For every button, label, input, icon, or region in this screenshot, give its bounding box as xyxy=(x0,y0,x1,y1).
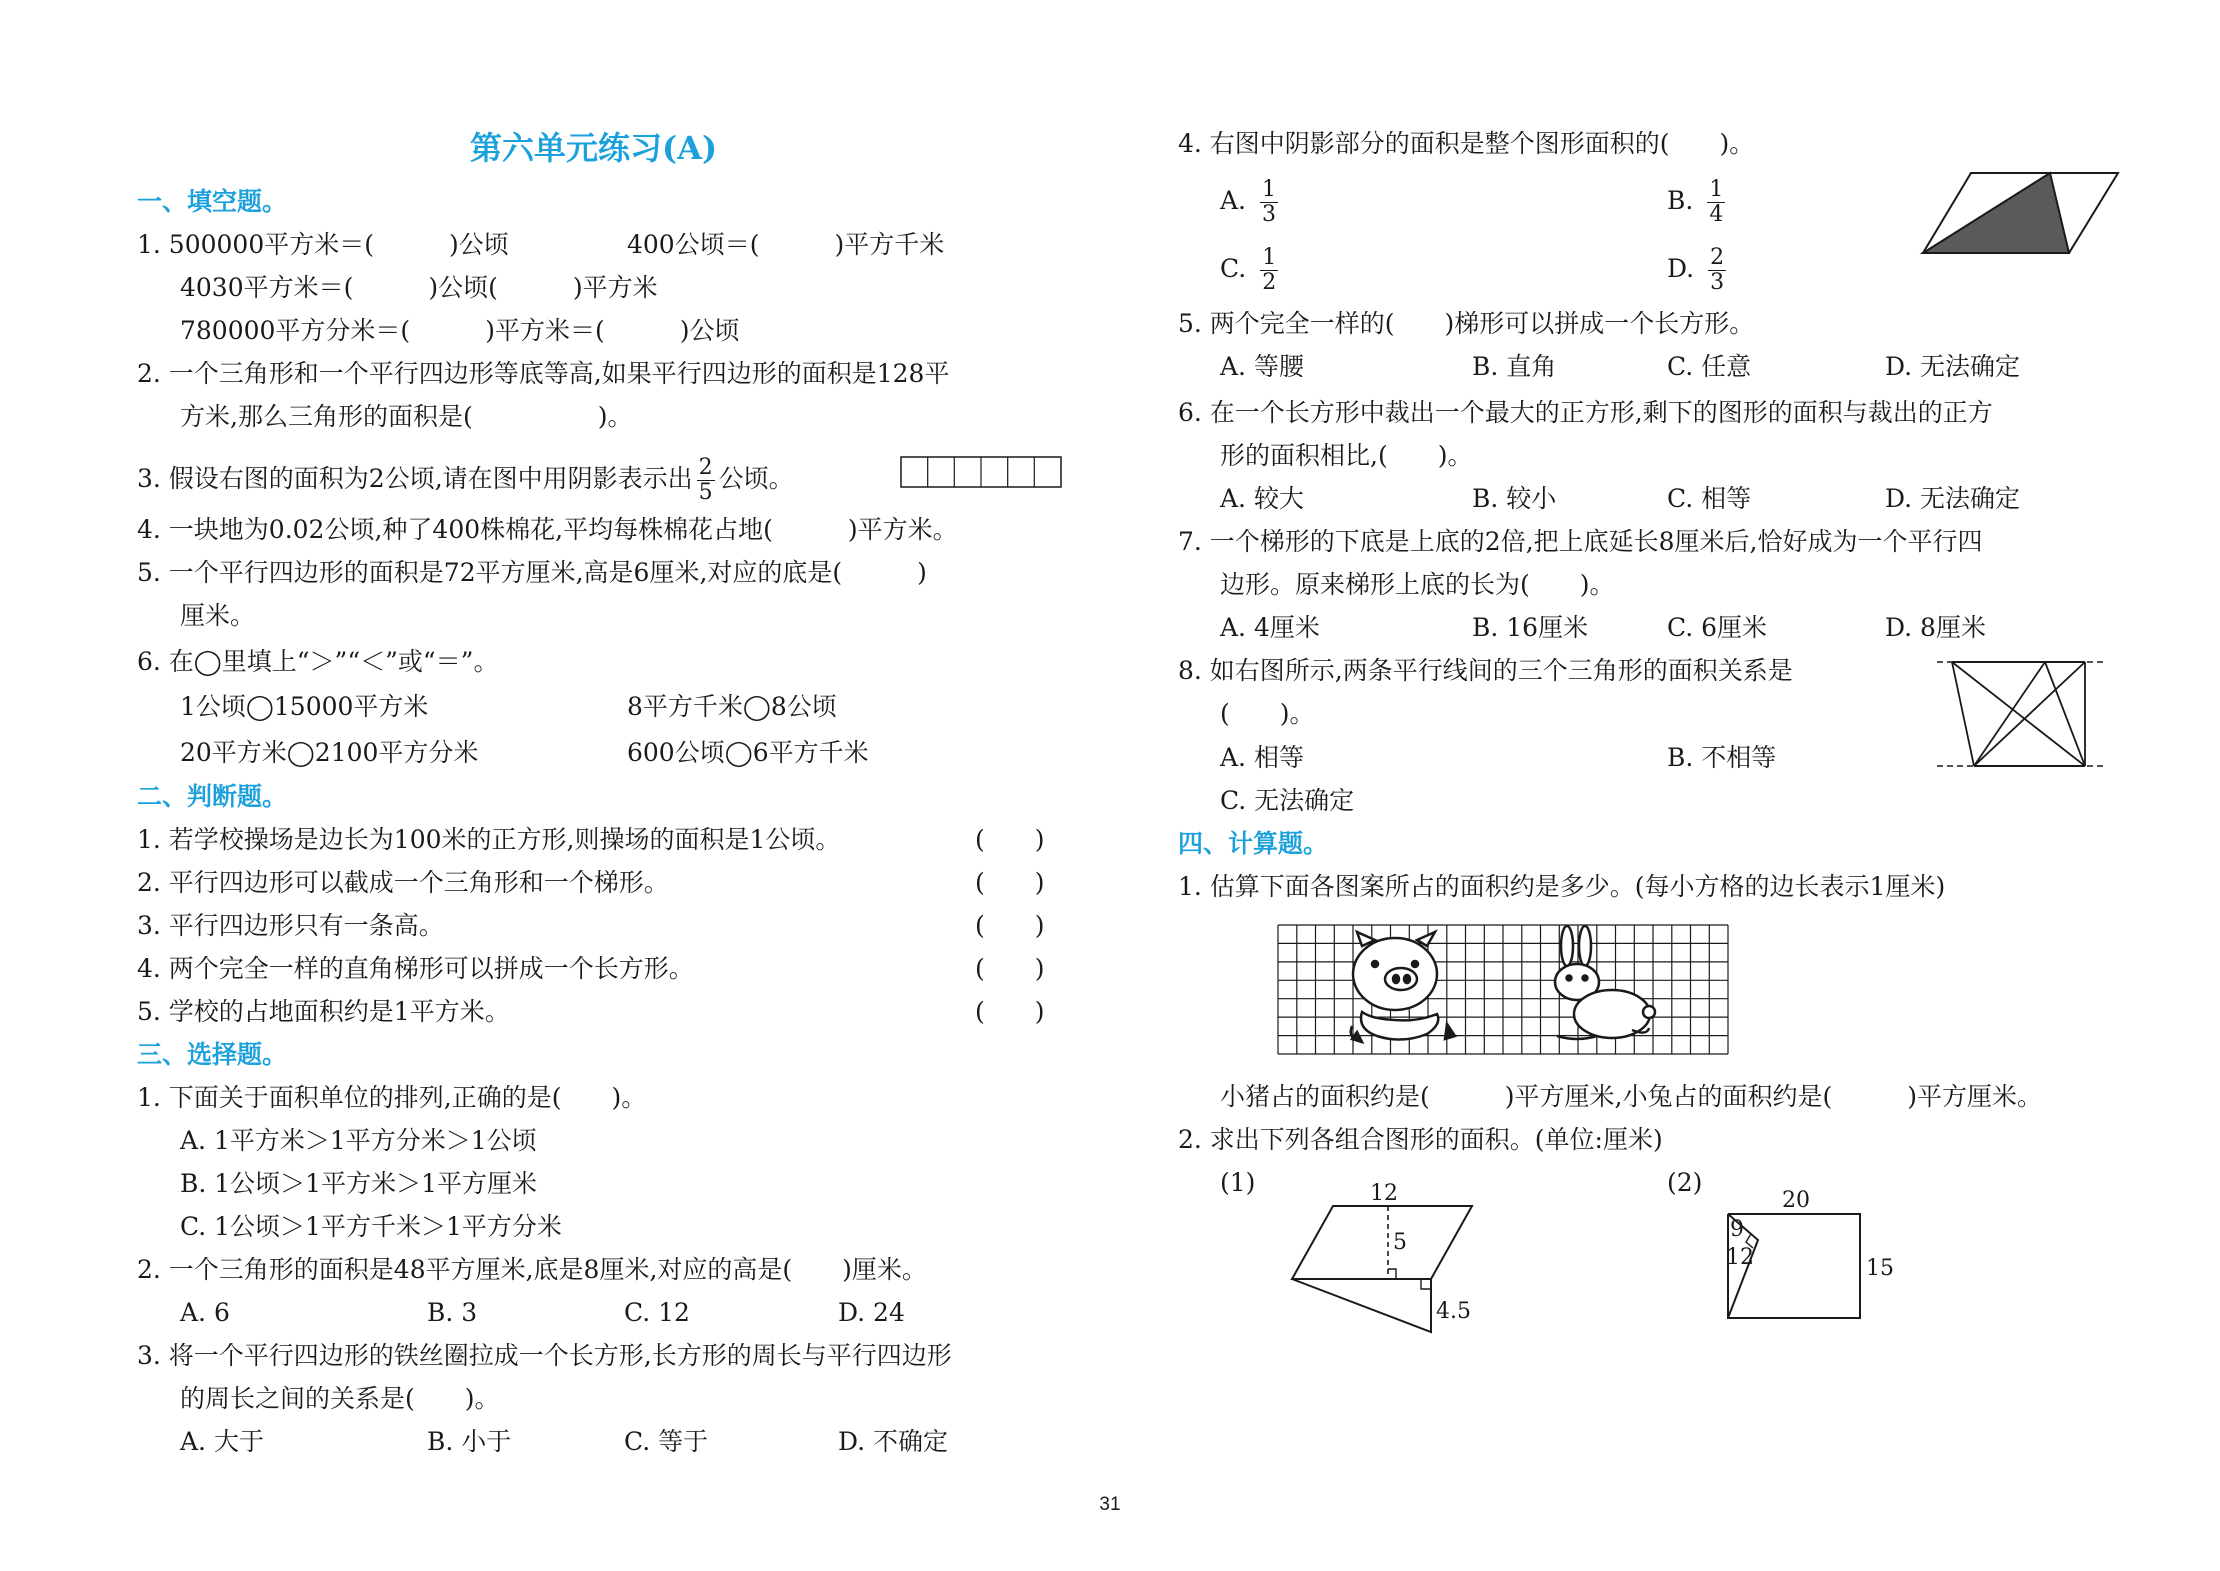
option: A. 大于 xyxy=(180,1427,264,1456)
question-text: 小猪占的面积约是( )平方厘米,小兔占的面积约是( )平方厘米。 xyxy=(1220,1082,2042,1111)
fraction-denominator: 3 xyxy=(1262,202,1277,227)
fig2-dim-9: 9 xyxy=(1730,1217,1744,1242)
question-text: 2. 求出下列各组合图形的面积。(单位:厘米) xyxy=(1178,1125,1663,1154)
question-text: ( )。 xyxy=(1220,699,1315,728)
option-label: A. xyxy=(1220,186,1247,215)
option: A. 4厘米 xyxy=(1220,613,1320,642)
option: D. 无法确定 xyxy=(1885,484,2021,513)
fig1-dim-top: 12 xyxy=(1370,1181,1398,1206)
question-text: 1公顷◯15000平方米 xyxy=(180,692,429,721)
question-text: 的周长之间的关系是( )。 xyxy=(180,1384,500,1413)
option-label: D. xyxy=(1667,254,1695,283)
fig2-dim-top: 20 xyxy=(1782,1188,1810,1213)
question-text: 形的面积相比,( )。 xyxy=(1220,441,1473,470)
answer-paren: ( ) xyxy=(975,997,1045,1026)
fig1-dim-right: 4.5 xyxy=(1436,1299,1471,1324)
question-text: 4. 右图中阴影部分的面积是整个图形面积的( )。 xyxy=(1178,129,1755,158)
question-text: 6. 在◯里填上“＞”“＜”或“＝”。 xyxy=(137,647,499,676)
option: A. 等腰 xyxy=(1220,352,1304,381)
fraction-numerator: 1 xyxy=(1262,177,1277,202)
fraction-numerator: 1 xyxy=(1709,177,1724,202)
option: D. 8厘米 xyxy=(1885,613,1986,642)
combined-figure-1 xyxy=(1270,1170,1510,1345)
fraction-denominator: 2 xyxy=(1262,270,1277,295)
fraction-denominator: 4 xyxy=(1709,202,1724,227)
parallelogram-shaded-figure xyxy=(1922,172,2122,254)
answer-paren: ( ) xyxy=(975,911,1045,940)
fraction-numerator: 2 xyxy=(1710,245,1725,270)
answer-paren: ( ) xyxy=(975,954,1045,983)
figure-label: (2) xyxy=(1667,1168,1703,1197)
question-text: 4. 一块地为0.02公顷,种了400株棉花,平均每株棉花占地( )平方米。 xyxy=(137,515,958,544)
fraction-numerator: 1 xyxy=(1262,245,1277,270)
option-label: C. xyxy=(1220,254,1247,283)
fraction xyxy=(1260,178,1278,227)
fraction xyxy=(1707,178,1725,227)
option: C. 无法确定 xyxy=(1220,786,1355,815)
option: B. 小于 xyxy=(427,1427,512,1456)
question-text: 厘米。 xyxy=(180,601,256,630)
judge-item: 4. 两个完全一样的直角梯形可以拼成一个长方形。 xyxy=(137,954,694,983)
judge-item: 1. 若学校操场是边长为100米的正方形,则操场的面积是1公顷。 xyxy=(137,825,841,854)
judge-item: 2. 平行四边形可以截成一个三角形和一个梯形。 xyxy=(137,868,669,897)
option: B. 较小 xyxy=(1472,484,1557,513)
option: A. 1平方米＞1平方分米＞1公顷 xyxy=(180,1126,537,1155)
option: B. 1公顷＞1平方米＞1平方厘米 xyxy=(180,1169,537,1198)
option: B. 不相等 xyxy=(1667,743,1777,772)
question-text: 3. 将一个平行四边形的铁丝圈拉成一个长方形,长方形的周长与平行四边形 xyxy=(137,1341,952,1370)
parallel-lines-triangles-figure xyxy=(1936,660,2106,768)
section-heading: 四、计算题。 xyxy=(1178,829,1329,858)
question-text: 5. 两个完全一样的( )梯形可以拼成一个长方形。 xyxy=(1178,309,1755,338)
option-label: B. xyxy=(1667,186,1694,215)
question-text: 6. 在一个长方形中裁出一个最大的正方形,剩下的图形的面积与裁出的正方 xyxy=(1178,398,1993,427)
option: B. 16厘米 xyxy=(1472,613,1589,642)
question-text: 2. 一个三角形的面积是48平方厘米,底是8厘米,对应的高是( )厘米。 xyxy=(137,1255,927,1284)
judge-item: 5. 学校的占地面积约是1平方米。 xyxy=(137,997,510,1026)
option xyxy=(1667,178,1729,227)
option: C. 12 xyxy=(624,1298,690,1327)
pig-rabbit-grid-figure xyxy=(1277,924,1729,1054)
option: C. 1公顷＞1平方千米＞1平方分米 xyxy=(180,1212,562,1241)
fraction-denominator: 5 xyxy=(698,480,713,505)
fig1-dim-height: 5 xyxy=(1393,1230,1407,1255)
question-text: 1. 估算下面各图案所占的面积约是多少。(每小方格的边长表示1厘米) xyxy=(1178,872,1946,901)
question-text: 方米,那么三角形的面积是( )。 xyxy=(180,402,633,431)
fraction xyxy=(1708,246,1726,295)
combined-figure-2 xyxy=(1722,1170,1894,1320)
option xyxy=(1667,246,1730,295)
option: D. 无法确定 xyxy=(1885,352,2021,381)
question-text: 600公顷◯6平方千米 xyxy=(627,738,869,767)
option xyxy=(1220,246,1282,295)
option: C. 6厘米 xyxy=(1667,613,1768,642)
answer-paren: ( ) xyxy=(975,825,1045,854)
question-text: 5. 一个平行四边形的面积是72平方厘米,高是6厘米,对应的底是( ) xyxy=(137,558,927,587)
question-text xyxy=(137,456,794,505)
question-text: 2. 一个三角形和一个平行四边形等底等高,如果平行四边形的面积是128平 xyxy=(137,359,950,388)
question-text: 8. 如右图所示,两条平行线间的三个三角形的面积关系是 xyxy=(1178,656,1793,685)
option: A. 较大 xyxy=(1220,484,1304,513)
fraction xyxy=(697,456,715,505)
question-text: 边形。原来梯形上底的长为( )。 xyxy=(1220,570,1615,599)
option: A. 6 xyxy=(180,1298,230,1327)
question-text: 1. 500000平方米＝( )公顷 xyxy=(137,230,509,259)
page-title: 第六单元练习(A) xyxy=(470,129,718,167)
pig-drawing xyxy=(1351,932,1455,1042)
question-text: 8平方千米◯8公顷 xyxy=(627,692,837,721)
question-text: 780000平方分米＝( )平方米＝( )公顷 xyxy=(180,316,740,345)
question-text: 20平方米◯2100平方分米 xyxy=(180,738,479,767)
section-heading: 一、填空题。 xyxy=(137,187,288,216)
option: B. 3 xyxy=(427,1298,478,1327)
option: C. 等于 xyxy=(624,1427,709,1456)
fraction-numerator: 2 xyxy=(698,455,713,480)
section-heading: 二、判断题。 xyxy=(137,782,288,811)
option: B. 直角 xyxy=(1472,352,1557,381)
option: A. 相等 xyxy=(1220,743,1304,772)
answer-paren: ( ) xyxy=(975,868,1045,897)
option: C. 任意 xyxy=(1667,352,1752,381)
option xyxy=(1220,178,1282,227)
fig2-dim-12: 12 xyxy=(1726,1245,1754,1270)
question-text-part: 公顷。 xyxy=(718,464,794,493)
fraction-denominator: 3 xyxy=(1710,270,1725,295)
fig2-dim-right: 15 xyxy=(1866,1256,1894,1281)
option: D. 24 xyxy=(838,1298,905,1327)
question-text: 7. 一个梯形的下底是上底的2倍,把上底延长8厘米后,恰好成为一个平行四 xyxy=(1178,527,1983,556)
question-text-part: 3. 假设右图的面积为2公顷,请在图中用阴影表示出 xyxy=(137,464,693,493)
judge-item: 3. 平行四边形只有一条高。 xyxy=(137,911,444,940)
grid-strip-figure xyxy=(900,456,1062,488)
figure-label: (1) xyxy=(1220,1168,1256,1197)
page-number: 31 xyxy=(1099,1494,1121,1515)
question-text: 400公顷＝( )平方千米 xyxy=(627,230,945,259)
fraction xyxy=(1260,246,1278,295)
section-heading: 三、选择题。 xyxy=(137,1040,288,1069)
option: D. 不确定 xyxy=(838,1427,949,1456)
option: C. 相等 xyxy=(1667,484,1752,513)
question-text: 1. 下面关于面积单位的排列,正确的是( )。 xyxy=(137,1083,647,1112)
question-text: 4030平方米＝( )公顷( )平方米 xyxy=(180,273,658,302)
